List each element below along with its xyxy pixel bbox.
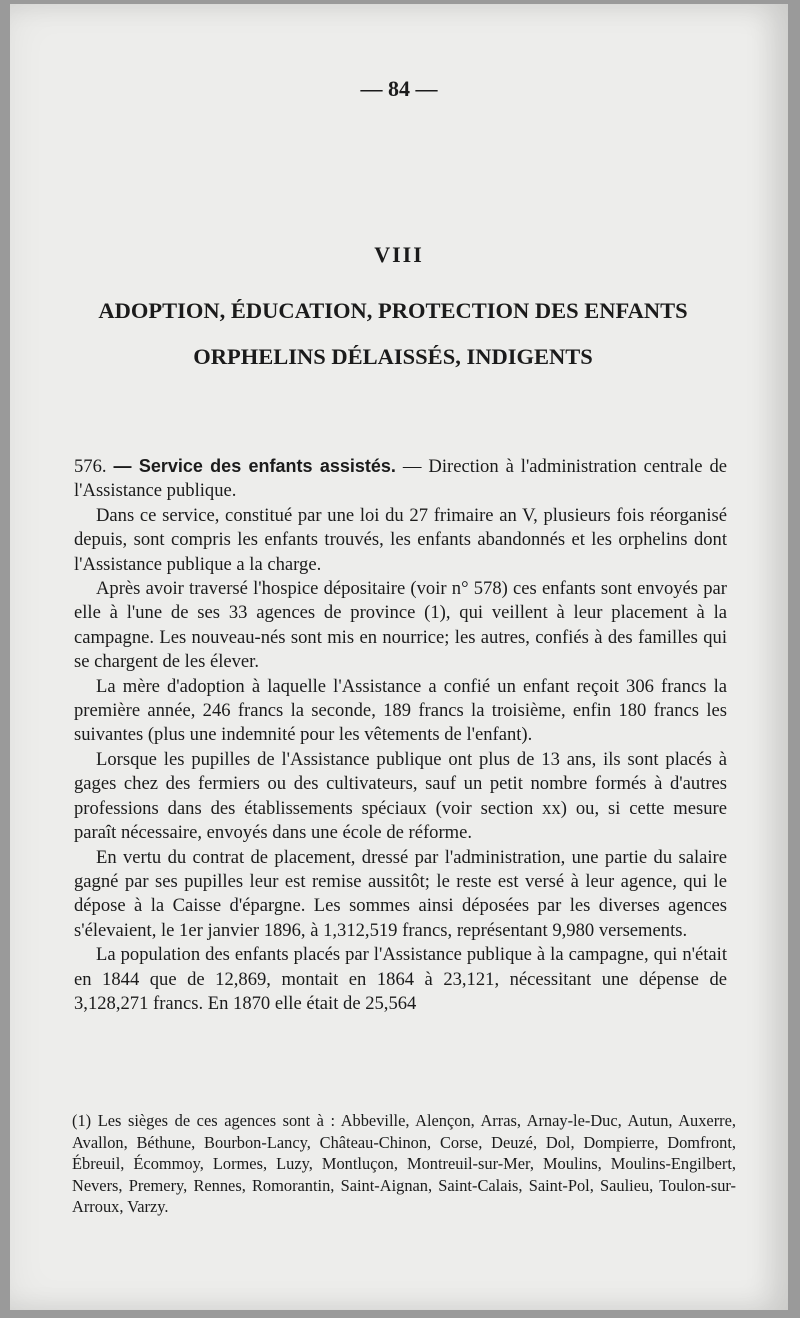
- footnote-text: (1) Les sièges de ces agences sont à : Abbeville, Alençon, Arras, Arnay-le-Duc, Autun, Auxerre, Avallon, Béthune, Bourbon-Lancy, Château-Chinon, Corse, Deuzé, Dol, Dompierre, Domfront, Ébreuil, Écommoy, Lormes, Luzy, Montluçon, Montreuil-sur-Mer, Moulins, Moulins-Engilbert, Nevers, Premery, Rennes, Romorantin, Saint-Aignan, Saint-Calais, Saint-Pol, Saulieu, Toulon-sur-Arroux, Varzy.: [72, 1111, 736, 1216]
- book-page: [10, 4, 788, 1310]
- article-title: — Service des enfants assistés.: [113, 456, 396, 476]
- section-number: VIII: [374, 242, 424, 267]
- page-number: — 84 —: [360, 76, 438, 101]
- paragraph: La mère d'adoption à laquelle l'Assistance a confié un enfant reçoit 306 francs la première année, 246 francs la seconde, 189 francs la troisième, enfin 180 francs les suivantes (plus une indemnité pour les vêtements de l'enfant).: [74, 675, 727, 746]
- paragraph: Après avoir traversé l'hospice dépositaire (voir n° 578) ces enfants sont envoyés par elle à l'une de ses 33 agences de province (1), qui veillent à leur placement à la campagne. Les nouveau-nés sont mis en nourrice; les autres, confiés à des familles qui se chargent de les élever.: [74, 578, 727, 673]
- paragraph: La population des enfants placés par l'Assistance publique à la campagne, qui n'était en 1844 que de 12,869, montait en 1864 à 23,121, nécessitant une dépense de 3,128,271 francs. En 1870 elle était de 25,564: [74, 944, 727, 1014]
- article-intro-paragraph: [74, 454, 727, 504]
- article-number: 576.: [74, 456, 107, 477]
- footnote: [72, 1110, 736, 1218]
- chapter-heading-line-2: ORPHELINS DÉLAISSÉS, INDIGENTS: [193, 344, 593, 369]
- chapter-heading-line-1: ADOPTION, ÉDUCATION, PROTECTION DES ENFANTS: [98, 298, 688, 323]
- paragraph: Lorsque les pupilles de l'Assistance publique ont plus de 13 ans, ils sont placés à gages chez des fermiers ou des cultivateurs, sauf un petit nombre formés à d'autres professions dans des établissements spéciaux (voir section xx) ou, si cette mesure paraît nécessaire, envoyés dans une école de réforme.: [74, 748, 727, 844]
- article-body: [74, 454, 727, 1016]
- paragraph: En vertu du contrat de placement, dressé par l'administration, une partie du salaire gagné par ses pupilles leur est remise aussitôt; le reste est versé à leur agence, qui le dépose à la Caisse d'épargne. Les sommes ainsi déposées par les diverses agences s'élevaient, le 1er janvier 1896, à 1,312,519 francs, représentant 9,980 versements.: [74, 846, 727, 941]
- paragraph: Dans ce service, constitué par une loi du 27 frimaire an V, plusieurs fois réorganisé depuis, sont compris les enfants trouvés, les enfants abandonnés et les orphelins dont l'Assistance publique a la charge.: [74, 504, 727, 575]
- article-intro: — Direction à l'administration centrale de l'Assistance publique.: [74, 456, 728, 502]
